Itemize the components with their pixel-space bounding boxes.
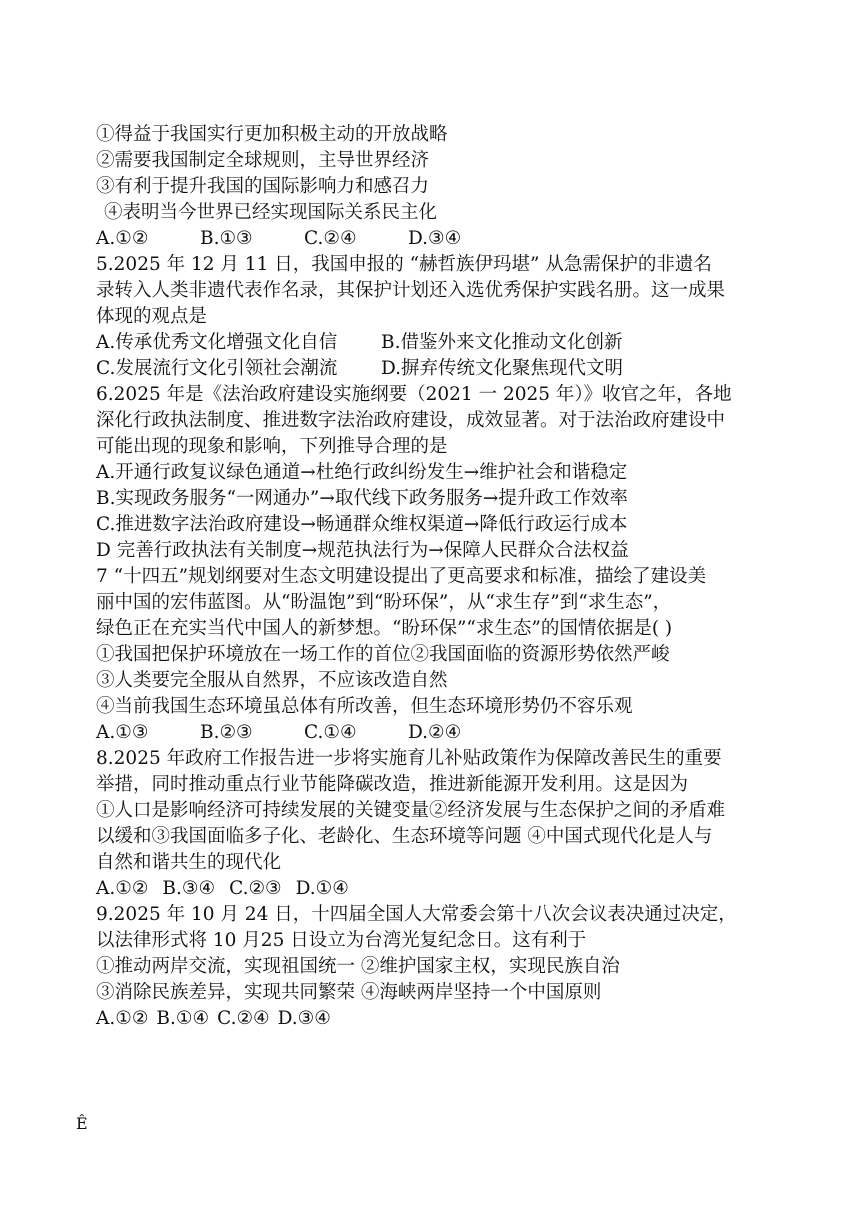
q7-item-line-1: ①我国把保护环境放在一场工作的首位②我国面临的资源形势依然严峻 [96, 644, 670, 665]
q8-item-line-1: ①人口是影响经济可持续发展的关键变量②经济发展与生态保护之间的矛盾难 [96, 800, 726, 821]
q7-stem-line-3: 绿色正在充实当代中国人的新梦想。“盼环保”“求生态”的国情依据是( ) [96, 618, 673, 639]
q5-options-row-2 [96, 356, 786, 382]
q5-stem-line-2: 录转入人类非遗代表作名录，其保护计划还入选优秀保护实践名册。这一成果 [96, 280, 726, 301]
q6-option-c: C.推进数字法治政府建设→畅通群众维权渠道→降低行政运行成本 [96, 514, 628, 535]
q9-stem-line-2: 以法律形式将 10 月25 日设立为台湾光复纪念日。这有利于 [96, 930, 587, 951]
q5-option-d: D.摒弃传统文化聚焦现代文明 [381, 358, 624, 379]
q7-stem-line-2: 丽中国的宏伟蓝图。从“盼温饱”到“盼环保”，从“求生存”到“求生态”， [96, 592, 672, 613]
q9-option-d: D.③④ [277, 1008, 331, 1029]
q5-option-c: C.发展流行文化引领社会潮流 [96, 358, 338, 379]
q5-option-a: A.传承优秀文化增强文化自信 [96, 332, 338, 353]
q6-option-d: D 完善行政执法有关制度→规范执法行为→保障人民群众合法权益 [96, 540, 629, 561]
question-4-options [96, 226, 786, 252]
q8-option-c: C.②③ [229, 878, 282, 899]
q5-option-b: B.借鉴外来文化推动文化创新 [381, 332, 623, 353]
q9-stem-line-1: 9.2025 年 10 月 24 日，十四届全国人大常委会第十八次会议表决通过决定， [96, 904, 737, 925]
q8-stem-line-1: 8.2025 年政府工作报告进一步将实施育儿补贴政策作为保障改善民生的重要 [96, 748, 722, 769]
question-4-items [96, 122, 786, 226]
q6-stem-line-2: 深化行政执法制度、推进数字法治政府建设，成效显著。对于法治政府建设中 [96, 410, 726, 431]
q4-option-b: B.①③ [200, 228, 253, 249]
q8-stem-line-2: 举措，同时推动重点行业节能降碳改造，推进新能源开发利用。这是因为 [96, 774, 689, 795]
q9-options [96, 1006, 786, 1032]
q5-options-row-1 [96, 330, 786, 356]
q4-item-4: ④表明当今世界已经实现国际关系民主化 [104, 202, 438, 223]
q7-item-line-2: ③人类要完全服从自然界，不应该改造自然 [96, 670, 448, 691]
q4-item-1: ①得益于我国实行更加积极主动的开放战略 [96, 124, 448, 145]
q8-option-b: B.③④ [162, 878, 216, 899]
q5-stem-line-1: 5.2025 年 12 月 11 日，我国申报的 “赫哲族伊玛堪” 从急需保护的非遗名 [96, 254, 712, 275]
q9-item-line-2: ③消除民族差异，实现共同繁荣 ④海峡两岸坚持一个中国原则 [96, 982, 602, 1003]
q8-option-a: A.①② [96, 878, 149, 899]
q4-option-d: D.③④ [408, 228, 462, 249]
q9-option-c: C.②④ [217, 1008, 270, 1029]
q8-item-line-2: 以缓和③我国面临多子化、老龄化、生态环境等问题 ④中国式现代化是人与 [96, 826, 713, 847]
q7-stem-line-1: 7 “十四五”规划纲要对生态文明建设提出了更高要求和标准，描绘了建设美 [96, 566, 707, 587]
q9-option-b: B.①④ [156, 1008, 210, 1029]
question-9 [96, 902, 786, 1032]
q7-option-a: A.①③ [96, 722, 149, 743]
q7-option-d: D.②④ [408, 722, 462, 743]
q7-options [96, 720, 786, 746]
q4-item-3: ③有利于提升我国的国际影响力和感召力 [96, 176, 430, 197]
q6-stem-line-3: 可能出现的现象和影响，下列推导合理的是 [96, 436, 448, 457]
q6-option-b: B.实现政务服务“一网通办”→取代线下政务服务→提升政工作效率 [96, 488, 628, 509]
q7-option-b: B.②③ [200, 722, 253, 743]
q7-option-c: C.①④ [304, 722, 357, 743]
q8-item-line-3: 自然和谐共生的现代化 [96, 852, 282, 873]
q6-stem-line-1: 6.2025 年是《法治政府建设实施纲要（2021 一 2025 年）》收官之年，各地 [96, 384, 732, 405]
q4-option-a: A.①② [96, 228, 149, 249]
q9-item-line-1: ①推动两岸交流，实现祖国统一 ②维护国家主权，实现民族自治 [96, 956, 620, 977]
q5-stem-line-3: 体现的观点是 [96, 306, 208, 327]
q7-item-line-3: ④当前我国生态环境虽总体有所改善，但生态环境形势仍不容乐观 [96, 696, 633, 717]
question-6 [96, 382, 786, 564]
corner-mark: Ê [76, 1114, 88, 1133]
question-list [96, 122, 786, 1032]
q4-option-c: C.②④ [304, 228, 357, 249]
q9-option-a: A.①② [96, 1008, 149, 1029]
question-5 [96, 252, 786, 382]
q4-item-2: ②需要我国制定全球规则，主导世界经济 [96, 150, 430, 171]
q8-option-d: D.①④ [295, 878, 349, 899]
q8-options [96, 876, 786, 902]
question-7 [96, 564, 786, 746]
q6-option-a: A.开通行政复议绿色通道→杜绝行政纠纷发生→维护社会和谐稳定 [96, 462, 628, 483]
question-8 [96, 746, 786, 902]
